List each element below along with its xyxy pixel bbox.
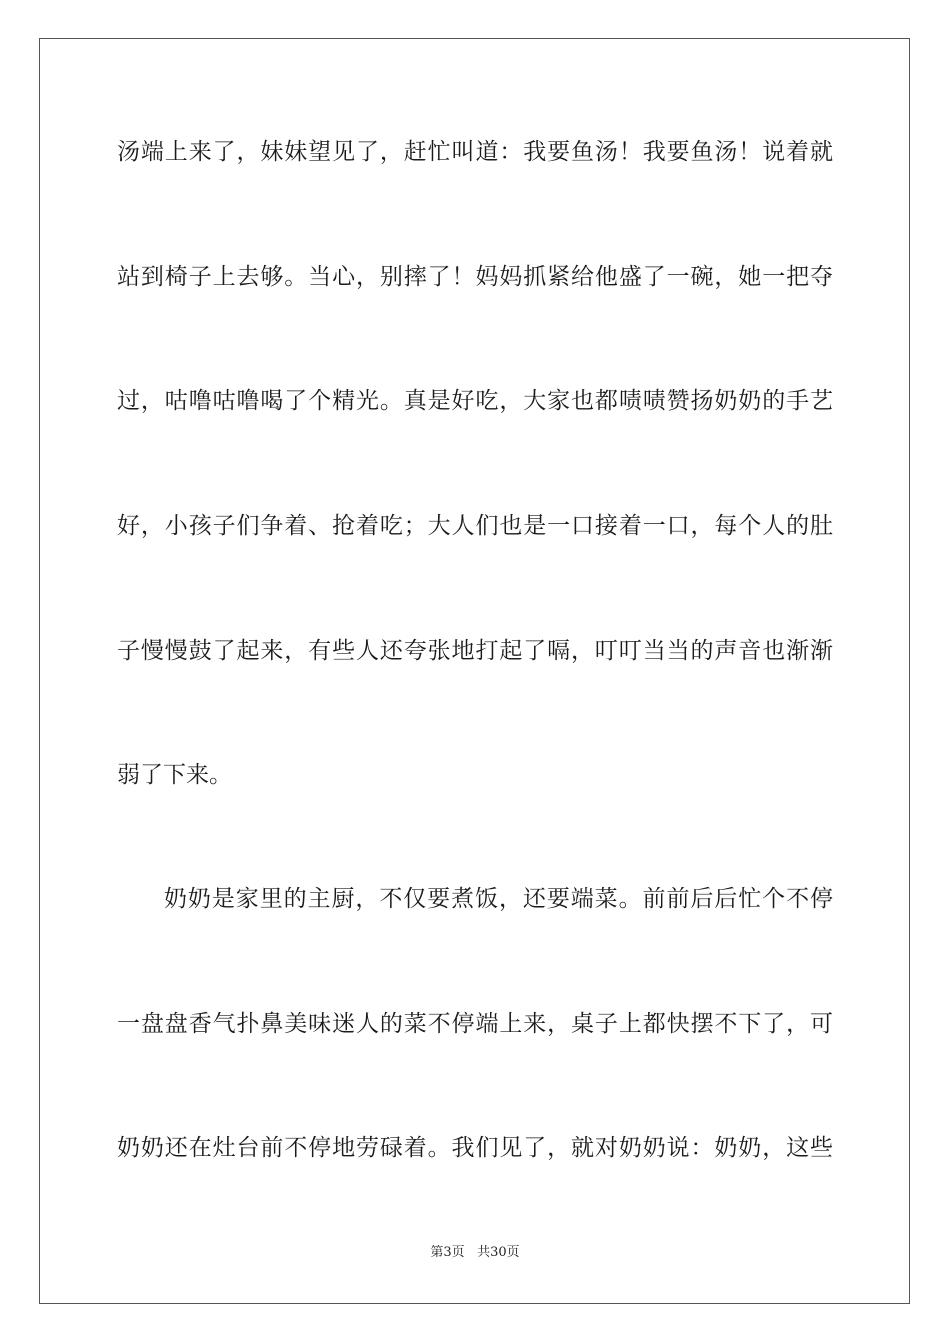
text-line-6: 弱了下来。 bbox=[117, 762, 232, 788]
text-line-4: 好，小孩子们争着、抢着吃；大人们也是一口接着一口，每个人的肚 bbox=[117, 513, 833, 539]
text-line-3: 过，咕噜咕噜喝了个精光。真是好吃，大家也都啧啧赞扬奶奶的手艺 bbox=[117, 388, 833, 414]
page-footer bbox=[0, 1244, 950, 1262]
text-line-8: 一盘盘香气扑鼻美味迷人的菜不停端上来，桌子上都快摆不下了，可 bbox=[117, 1011, 833, 1037]
page-number: 第3页 bbox=[430, 1245, 465, 1260]
text-line-5: 子慢慢鼓了起来，有些人还夸张地打起了嗝，叮叮当当的声音也渐渐 bbox=[117, 638, 833, 664]
page-total: 共30页 bbox=[477, 1245, 520, 1260]
text-line-9: 奶奶还在灶台前不停地劳碌着。我们见了，就对奶奶说：奶奶，这些 bbox=[117, 1135, 833, 1161]
text-line-1: 汤端上来了，妹妹望见了，赶忙叫道：我要鱼汤！我要鱼汤！说着就 bbox=[117, 139, 833, 165]
page-border bbox=[39, 38, 910, 1304]
text-line-2: 站到椅子上去够。当心，别摔了！妈妈抓紧给他盛了一碗，她一把夺 bbox=[117, 264, 833, 290]
text-line-7: 奶奶是家里的主厨，不仅要煮饭，还要端菜。前前后后忙个不停 bbox=[164, 886, 833, 912]
